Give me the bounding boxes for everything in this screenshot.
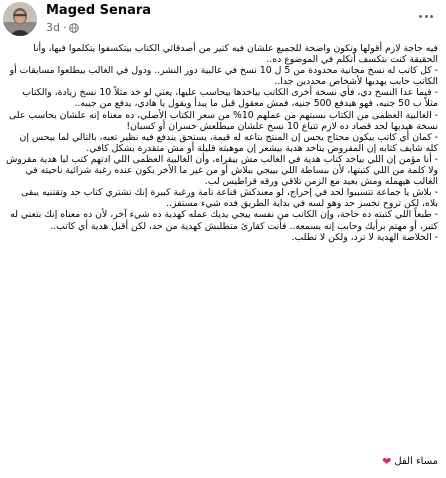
more-options-icon[interactable] — [414, 6, 438, 26]
post-header — [0, 0, 446, 40]
meta-separator: · — [62, 21, 67, 34]
signoff-text: مساء الفل — [394, 456, 438, 467]
post-meta — [46, 21, 79, 34]
author-name[interactable]: Maged Senara — [46, 3, 152, 18]
post-paragraph: - كمان أي كاتب بيكون محتاج يحس إن المنتج بتاعه له قيمة، يستحق يندفع فيه نظير تعبه، بالتالي لما بيحس إن كله شايف كتابه إن المفروض يتاخد هدية بيشعر إن موهبته قليلة أو مش متقدرة بشكل كافي. — [19, 131, 438, 154]
red-heart-icon: ❤ — [382, 455, 392, 468]
post-paragraph: - الخلاصة الهدية لا ترد، ولكن لا تطلب. — [291, 231, 438, 243]
avatar-photo — [3, 2, 37, 36]
post-paragraph: - بلاش يا جماعة تتسببوا لحد في إحراج، لو معندكش قناعة تامة ورغبة كبيرة إنك تشتري كتاب حد وتقتنيه يبقى بلاه، لكن تروح تخسر حد وهو لسه في بداية الطريق فده شيء مستفز.. — [21, 187, 438, 210]
post-paragraph: - فيما عدا النسخ دي، فأي نسخة أخرى الكاتب بياخدها بيحاسب عليها، يعني لو خد مثلاً 10 نسخ زيادة، والكتاب مثلاً ب 50 جنيه، فهو هيدفع 500 جنيه، فمش معقول قبل ما يبدأ ويقول يا هادي، يدفع من جيبه.. — [22, 87, 438, 110]
author-avatar[interactable] — [3, 2, 37, 36]
globe-icon — [69, 23, 79, 33]
post-paragraph: - كل كاتب له نسخ مجانية محدودة من 5 ل 10 نسخ في غالبية دور النشر.. ودول في الغالب بيطلعوا مسابقات أو الكاتب حابب يهديها لأشخاص محددين جدا.. — [9, 65, 438, 88]
post-paragraph: - الغالبية العظمى من الكتاب نسبتهم من عملهم 10% من سعر الكتاب الأصلي، ده معناه إنه علشان يحاسب على نسخة هيديها لحد قصاد ده لازم تتباع 10 نسخ علشان ميطلعش خسران أو كسبان! — [9, 109, 438, 132]
post-paragraph: - أنا مؤمن إن اللي بياخد كتاب هدية في الغالب مش بيقراه، وأن الغالبية العظمى اللي ادتهم كتب ليا هدية مقروش ولا كلمة من اللي كتبتها، لأن ببساطة اللي بييجي ببلاش أو من غير ما الأخر يكون عنده رغبة شرائية ناحيته في الغالب هيهمله ومش بعيد مع الزمن تلاقي ورقه قراطيس لب. — [6, 153, 438, 188]
post-paragraph: - طبعاً اللي كتبته ده حاجة، وإن الكاتب من نفسه ييجي يديك عمله كهدية ده شيء آخر، لأن ده معناه إنك بتعني له كتير، أو مهتم برأيك وحابب إنه يسمعه.. فأنت كقارئ متطلبش كهدية من حد، لكن أقبل هدية أي كاتب.. — [10, 209, 438, 232]
post-paragraph: فيه حاجة لازم أقولها وتكون واضحة للجميع علشان فيه كتير من أصدقائي الكتاب بيتكسفوا يتكلموا فيها، وأنا الحقيقة كنت بتكسف أتكلم في الموضوع ده.. — [33, 43, 438, 66]
post-body — [6, 43, 438, 243]
post-timestamp[interactable]: 3d — [46, 21, 60, 34]
post-signoff — [382, 455, 438, 468]
